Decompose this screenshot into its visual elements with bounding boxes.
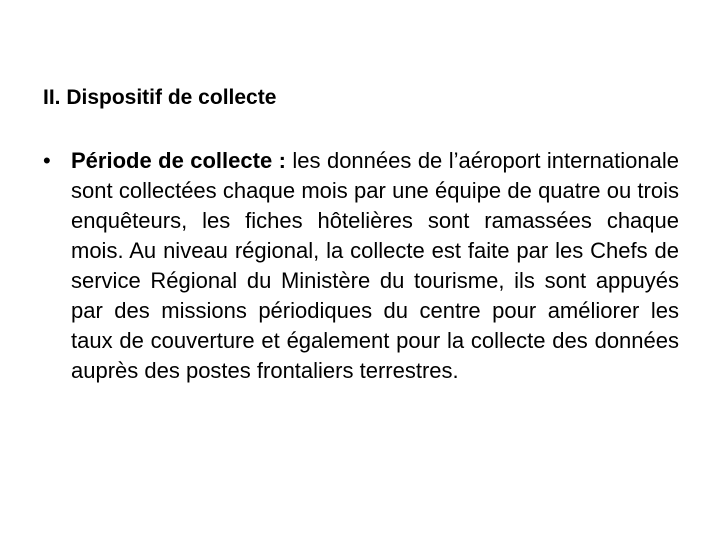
bullet-marker: • xyxy=(43,148,51,173)
bullet-body-text: les données de l’aéroport internationale sont collectées chaque mois par une équipe de quatre ou trois enquêteurs, les fiches hôtelières sont ramassées chaque mois. Au niveau régional, la collecte est faite par les Chefs de service Régional du Ministère du tourisme, ils sont appuyés par des missions périodiques du centre pour améliorer les taux de couverture et également pour la collecte des données auprès des postes frontaliers terrestres. xyxy=(71,148,679,383)
bullet-lead-label: Période de collecte : xyxy=(71,148,286,173)
bullet-item xyxy=(43,146,679,386)
section-heading: II. Dispositif de collecte xyxy=(43,86,277,109)
bullet-paragraph xyxy=(71,146,679,386)
